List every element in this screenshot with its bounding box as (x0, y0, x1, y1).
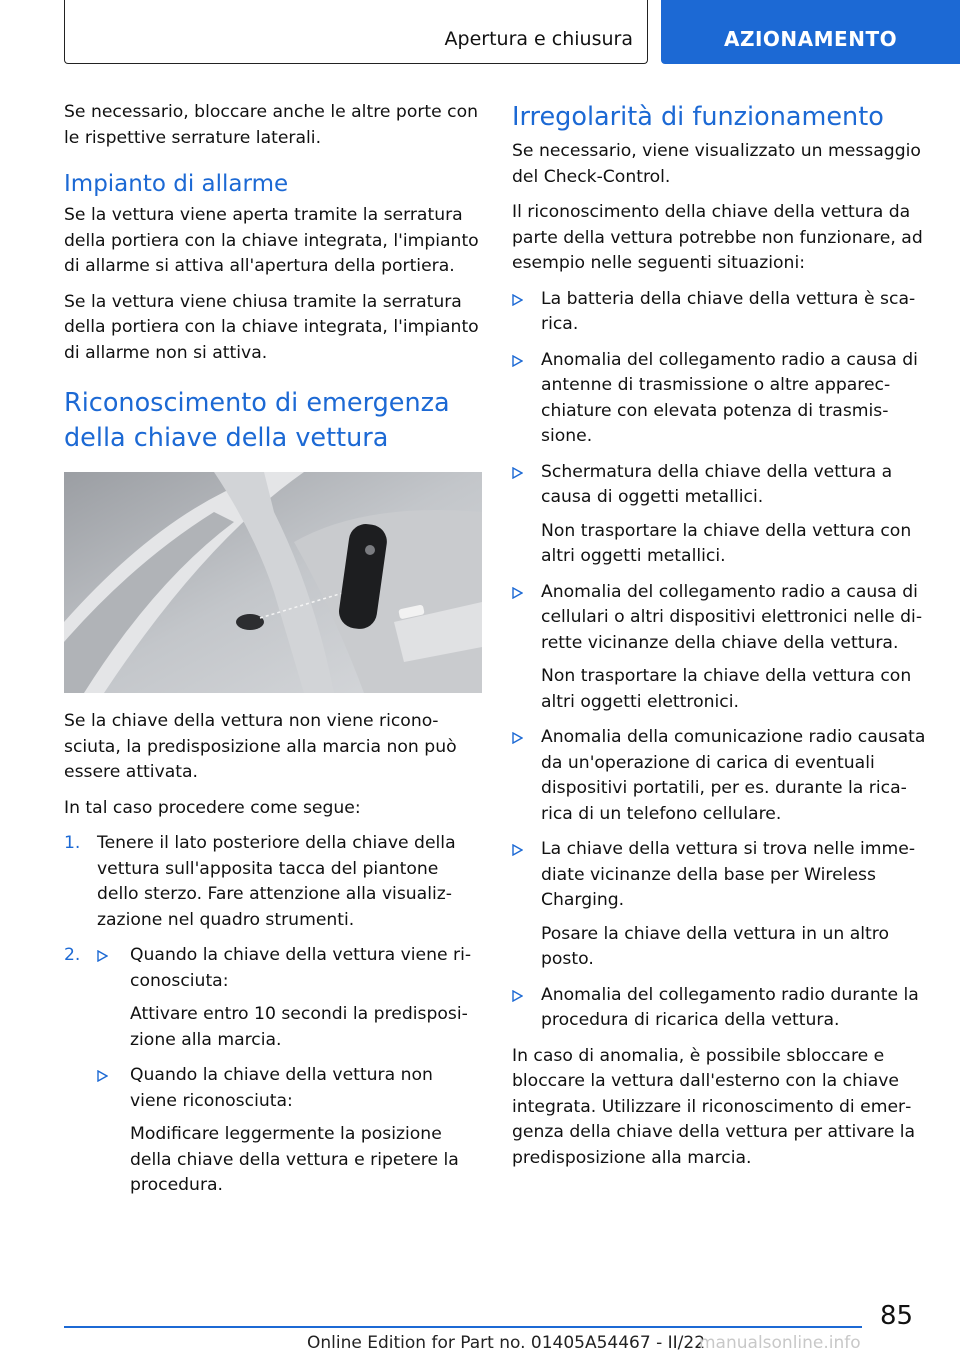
left-column (64, 100, 482, 1209)
list-item-text: Schermatura della chiave della vettura a causa di oggetti metallici. (541, 461, 893, 507)
alarm-paragraph-1: Se la vettura viene aperta tramite la serratura della portiera con la chiave integrata, l'impianto di allarme si attiva all'apertura della portiera. (64, 205, 479, 276)
list-item-text: La batteria della chiave della vettura è scarica. (541, 288, 916, 334)
malfunction-list (512, 287, 930, 1034)
list-item-text: Anomalia del collegamento radio a causa di antenne di trasmissione o altre apparecchiature con elevata potenza di trasmissione. (541, 349, 918, 446)
step-1 (64, 831, 482, 933)
page-number: 85 (880, 1301, 914, 1331)
emergency-paragraph-2: In tal caso procedere come segue: (64, 797, 361, 818)
sub-item-recognized (97, 943, 482, 1053)
triangle-bullet-icon (512, 294, 523, 306)
list-item-text: La chiave della vettura si trova nelle immediate vicinanze della base per Wireless Charging. (541, 839, 916, 910)
triangle-bullet-icon (512, 355, 523, 367)
list-item-text: Anomalia del collegamento radio durante la procedura di ricarica della vettura. (541, 984, 919, 1030)
list-item-text: Anomalia del collegamento radio a causa di cellulari o altri dispositivi elettronici nelle dirette vicinanze della chiave della vettura. (541, 581, 923, 653)
heading-emergency: Riconoscimento di emergenza della chiave della vettura (64, 388, 450, 453)
triangle-bullet-icon (97, 1070, 108, 1082)
chapter-title: AZIONAMENTO (724, 27, 898, 51)
footer-edition: Online Edition for Part no. 01405A54467 - II/22 (307, 1333, 706, 1353)
list-item-advice: Non trasportare la chiave della vettura con altri oggetti elettronici. (541, 666, 912, 712)
sub-item-not-recognized-text: Quando la chiave della vettura non viene riconosciuta: (130, 1065, 433, 1111)
triangle-bullet-icon (512, 467, 523, 479)
sub-item-not-recognized (97, 1063, 482, 1199)
triangle-bullet-icon (512, 732, 523, 744)
heading-malfunction: Irregolarità di funzionamento (512, 102, 884, 132)
sub-item-not-recognized-action: Modificare leggermente la posizione della chiave della vettura e ripetere la procedura. (130, 1124, 459, 1195)
list-item-advice: Posare la chiave della vettura in un altro posto. (541, 923, 889, 969)
list-item-advice: Non trasportare la chiave della vettura con altri oggetti metallici. (541, 520, 912, 566)
step-2 (64, 943, 482, 1199)
key-position-illustration (64, 472, 482, 693)
chapter-tab (661, 0, 960, 64)
heading-alarm: Impianto di allarme (64, 171, 289, 197)
triangle-bullet-icon (97, 950, 108, 962)
right-column (512, 100, 930, 1181)
list-item-text: Anomalia della comunicazione radio causata da un'operazione di carica di eventuali dispositivi portatili, per es. durante la ricarica di un telefono cellulare. (541, 727, 926, 824)
footer-watermark: manualsonline.info (699, 1333, 861, 1353)
list-item (512, 983, 930, 1034)
closing-paragraph: In caso di anomalia, è possibile sbloccare e bloccare la vettura dall'esterno con la chiave integrata. Utilizzare il riconoscimento di emergenza della chiave della vettura per attivare la predisposizione alla marcia. (512, 1045, 916, 1168)
step-1-text: Tenere il lato posteriore della chiave della vettura sull'apposita tacca del piantone dello sterzo. Fare attenzione alla visualizzazione nel quadro strumenti. (97, 833, 456, 930)
step-2-number: 2. (64, 945, 81, 965)
sub-item-recognized-text: Quando la chiave della vettura viene riconosciuta: (130, 945, 472, 991)
triangle-bullet-icon (512, 844, 523, 856)
footer-divider (64, 1326, 862, 1328)
list-item (512, 580, 930, 716)
malfunction-paragraph-1: Se necessario, viene visualizzato un messaggio del Check-Control. (512, 141, 921, 187)
list-item (512, 460, 930, 570)
triangle-bullet-icon (512, 990, 523, 1002)
list-item (512, 348, 930, 450)
intro-paragraph: Se necessario, bloccare anche le altre porte con le rispettive serrature laterali. (64, 102, 479, 148)
alarm-paragraph-2: Se la vettura viene chiusa tramite la serratura della portiera con la chiave integrata, l'impianto di allarme non si attiva. (64, 291, 479, 363)
sub-item-recognized-action: Attivare entro 10 secondi la predisposizione alla marcia. (130, 1004, 468, 1050)
section-tab (64, 0, 648, 64)
list-item (512, 837, 930, 973)
list-item (512, 725, 930, 827)
malfunction-paragraph-2: Il riconoscimento della chiave della vettura da parte della vettura potrebbe non funzionare, ad esempio nelle seguenti situazioni: (512, 202, 923, 273)
list-item (512, 287, 930, 338)
emergency-paragraph-1: Se la chiave della vettura non viene riconosciuta, la predisposizione alla marcia non può essere attivata. (64, 711, 457, 782)
section-title: Apertura e chiusura (444, 28, 633, 50)
triangle-bullet-icon (512, 587, 523, 599)
step-1-number: 1. (64, 833, 81, 853)
